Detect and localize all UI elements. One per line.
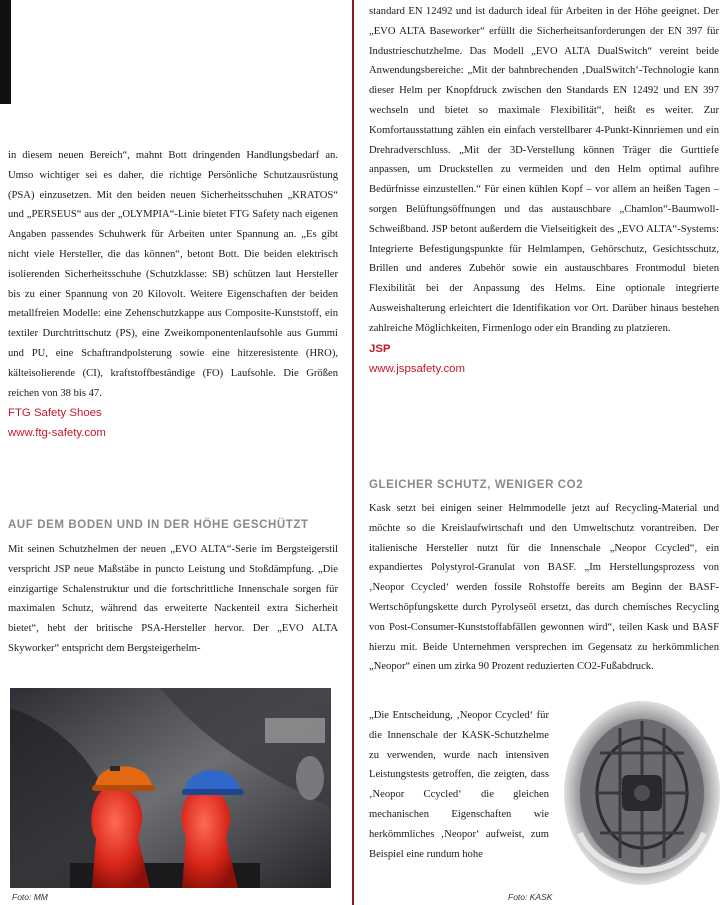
page-edge-bar [0, 0, 11, 104]
helmet-busts-illustration [10, 688, 331, 888]
photo-caption-left: Foto: MM [12, 892, 48, 902]
jsp-paragraph: standard EN 12492 und ist dadurch ideal für Arbeiten in der Höhe geeignet. Der „EVO ALTA Baseworker“ erfüllt die Sicherheitsanforderungen der EN 397 für Industrieschutzhelme. Das Modell „EVO ALTA DualSwitch“ vereint beide Anwendungsbereiche: „Mit der bahnbrechenden ‚DualSwitch‘-Technologie kann dieser Helm per Knopfdruck zwischen den Standards EN 12492 und EN 397 wechseln und bietet so maximale Flexibilität“, heißt es weiter. Zur Komfortausstattung zählen ein einfach verstellbarer 4-Punkt-Kinnriemen und ein Drehradverschluss. „Mit der 3D-Verstellung können Träger die Gurttiefe anpassen, um Druckstellen zu vermeiden und den Helm optimal aufihre Bedürfnisse einzustellen.“ Für einen kühlen Kopf – vor allem an heißen Tagen – sorgen Belüftungsöffnungen und das austauschbare „Chamlon“-Baumwoll-Schweißband. JSP betont außerdem die Vielseitigkeit des „EVO ALTA“-Systems: Integrierte Befestigungspunkte für Helmlampen, Gehörschutz, Gesichtsschutz, Brillen und anderes Zubehör sowie ein austauschbares Frontmodul bieten Flexibilität bei der Anpassung des Helms. Eine optionale integrierte Ausweishalterung erleichtert die Identifikation vor Ort. Darüber hinaus bestehen zahlreiche Möglichkeiten, Firmenlogo oder ein Branding zu platzieren. [369, 6, 719, 334]
jsp-intro [8, 540, 338, 659]
ftg-source-url[interactable]: www.ftg-safety.com [8, 427, 106, 440]
right-column [369, 2, 719, 379]
left-column [8, 146, 338, 443]
helmet-interior-illustration [560, 693, 725, 893]
ftg-source-name: FTG Safety Shoes [8, 407, 102, 420]
kask-intro [369, 499, 719, 677]
kask-paragraph: Kask setzt bei einigen seiner Helmmodelle jetzt auf Recycling-Material und möchte so die Kreislaufwirtschaft und den Umweltschutz vorantreiben. Der italienische Hersteller nutzt für die Innenschale „Neopor Ccycled“, ein expandiertes Polystyrol-Granulat von BASF. „Im Herstellungsprozess von ‚Neopor Ccycled‘ werden fossile Rohstoffe bereits am Beginn der BASF-Wertschöpfungskette durch Pyrolyseöl ersetzt, das durch chemisches Recycling von Post-Consumer-Kunststoffabfällen gewonnen wird“, teilen Kask und BASF hierzu mit. Beide Unternehmen versprechen im Gegensatz zu herkömmlichen „Neopor“ einen um zirka 90 Prozent reduzierten CO2-Fußabdruck. [369, 503, 719, 673]
helmet-busts-photo [10, 688, 331, 888]
ftg-paragraph: in diesem neuen Bereich“, mahnt Bott dringenden Handlungsbedarf an. Umso wichtiger sei es daher, die richtige Persönliche Schutzausrüstung (PSA) einzusetzen. Mit den beiden neuen Sicherheitsschuhen „KRATOS“ und „PERSEUS“ aus der „OLYMPIA“-Linie bietet FTG Safety nach eigenen Angaben passendes Schuhwerk für Arbeiten unter Spannung an. „Es gibt nicht viele Hersteller, die das können“, betont Bott. Die beiden elektrisch isolierenden Sicherheitsschuhe (Schutzklasse: SB) schützen laut Hersteller bis zu einer Spannung von 20 Kilovolt. Weitere Eigenschaften der beiden metallfreien Modelle: eine Zehenschutzkappe aus Composite-Kunststoff, ein textiler Durchtrittschutz (PS), eine Zweikomponentenlaufsohle aus Gummi und PU, eine Schaftrandpolsterung sowie eine hitzeresistente (HRO), kälteisolierende (CI), kraftstoffbeständige (FO) Laufsohle. Die Größen reichen von 38 bis 47. [8, 150, 338, 399]
kask-helmet-photo [560, 693, 725, 893]
section-heading-jsp: AUF DEM BODEN UND IN DER HÖHE GESCHÜTZT [8, 519, 309, 531]
kask-quote-block [369, 706, 549, 864]
column-divider [352, 0, 354, 905]
jsp-source-url[interactable]: www.jspsafety.com [369, 362, 466, 375]
jsp-intro-paragraph: Mit seinen Schutzhelmen der neuen „EVO ALTA“-Serie im Bergsteigerstil verspricht JSP neue Maßstäbe in puncto Leistung und Stoßdämpfung. „Die einzigartige Schalenstruktur und die fortschrittliche Innenschale sorgen für maximalen Schutz, während das erweiterte Nackenteil extra Sicherheit bietet“, hebt der britische PSA-Hersteller hervor. Der „EVO ALTA Skyworker“ entspricht dem Bergsteigerhelm- [8, 544, 338, 654]
jsp-source-name: JSP [369, 342, 391, 355]
kask-quote-paragraph: „Die Entscheidung, ‚Neopor Ccycled‘ für die Innenschale der KASK-Schutzhelme zu verwenden, wurde nach intensiven Leistungstests getroffen, die zeigten, dass ‚Neopor Ccycled‘ die gleichen mechanischen Eigenschaften wie herkömmliches ‚Neopor‘ aufweist, zum Beispiel eine rundum hohe [369, 710, 549, 860]
section-heading-kask: GLEICHER SCHUTZ, WENIGER CO2 [369, 479, 584, 491]
photo-caption-right: Foto: KASK [508, 892, 553, 902]
